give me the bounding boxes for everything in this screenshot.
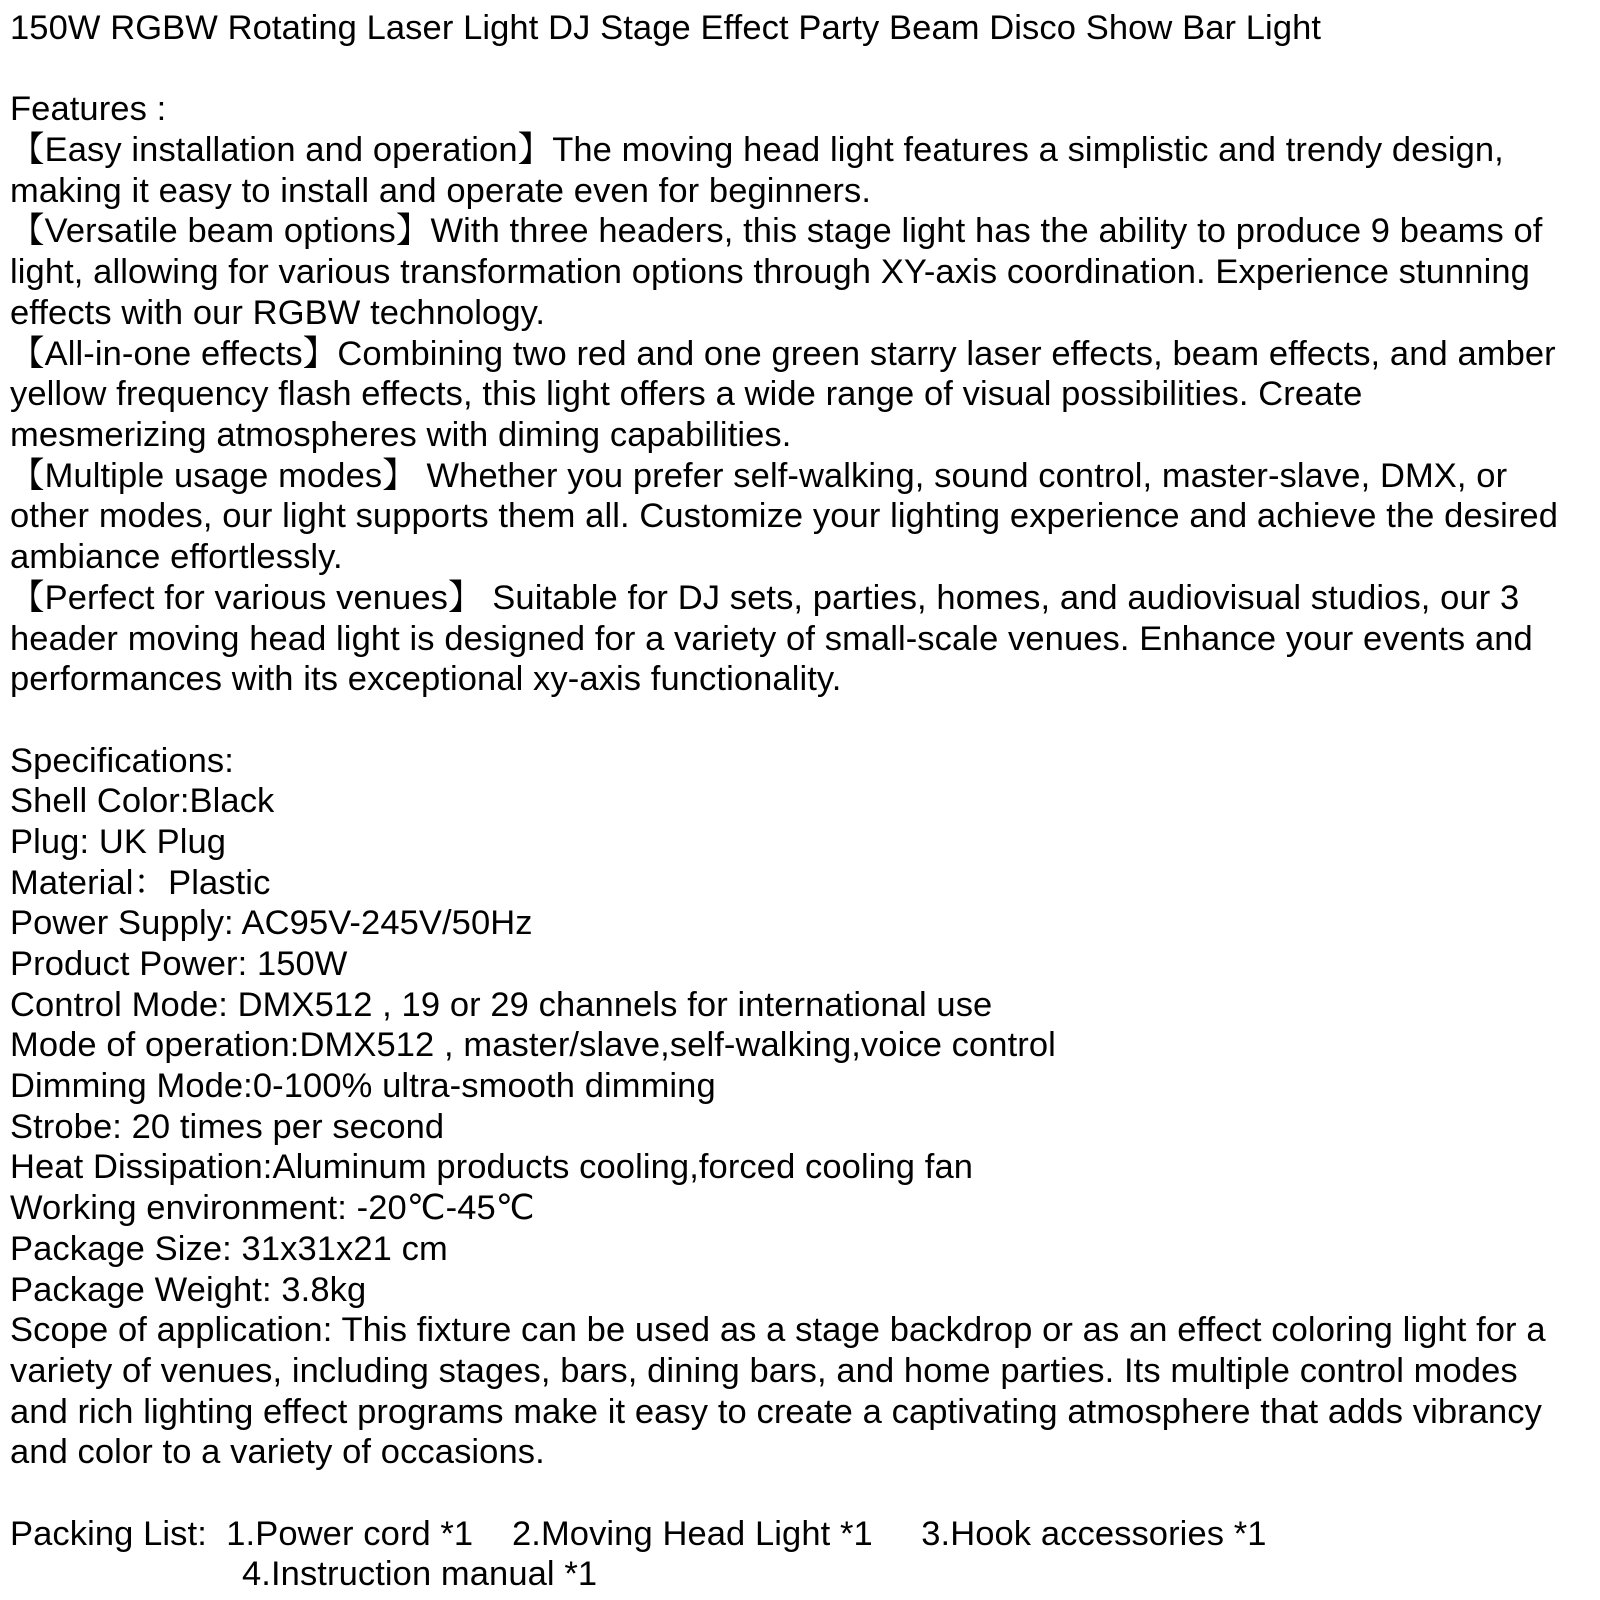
specifications-heading: Specifications: <box>10 741 234 780</box>
product-description-document <box>10 8 1590 1595</box>
bracket-close: 】 <box>448 577 483 618</box>
feature-title: Multiple usage modes <box>44 456 383 495</box>
bracket-close: 】 <box>382 455 417 496</box>
spec-product-power: Product Power: 150W <box>10 945 348 984</box>
feature-title: Perfect for various venues <box>44 578 448 617</box>
spec-package-weight: Package Weight: 3.8kg <box>10 1270 367 1309</box>
feature-text: The moving head light features a simplistic and trendy design, making it easy to install and operate even for beginners. <box>10 131 1504 210</box>
spec-material: Material：Plastic <box>10 863 271 902</box>
product-title: 150W RGBW Rotating Laser Light DJ Stage Effect Party Beam Disco Show Bar Light <box>10 9 1322 47</box>
spec-package-size: Package Size: 31x31x21 cm <box>10 1229 448 1268</box>
feature-item-venues <box>10 578 1560 700</box>
spec-heat-dissipation: Heat Dissipation:Aluminum products cooling,forced cooling fan <box>10 1148 974 1187</box>
bracket-close: 】 <box>395 211 431 252</box>
feature-text: With three headers, this stage light has the ability to produce 9 beams of light, allowing for various transformation options through XY-axis coordination. Experience stunning effects with our RGBW technology. <box>10 212 1543 332</box>
feature-item-easy-installation <box>10 130 1560 211</box>
feature-text: Suitable for DJ sets, parties, homes, and audiovisual studios, our 3 header moving head light is designed for a variety of small-scale venues. Enhance your events and performances with its exceptional xy-axis functionality. <box>10 578 1533 699</box>
spec-power-supply: Power Supply: AC95V-245V/50Hz <box>10 904 533 943</box>
bracket-open: 【 <box>10 211 45 252</box>
bracket-close: 】 <box>302 333 338 374</box>
spec-dimming-mode: Dimming Mode:0-100% ultra-smooth dimming <box>10 1067 716 1106</box>
bracket-close: 】 <box>517 130 553 171</box>
spacer <box>10 700 1590 741</box>
feature-item-usage-modes <box>10 456 1560 578</box>
spec-strobe: Strobe: 20 times per second <box>10 1107 445 1146</box>
bracket-open: 【 <box>10 577 45 618</box>
spec-plug: Plug: UK Plug <box>10 822 227 861</box>
spec-shell-color: Shell Color:Black <box>10 782 275 821</box>
feature-title: Versatile beam options <box>44 212 396 251</box>
spec-control-mode: Control Mode: DMX512 , 19 or 29 channels for international use <box>10 985 993 1024</box>
spacer <box>10 1473 1590 1514</box>
feature-item-versatile-beam <box>10 211 1560 333</box>
bracket-open: 【 <box>10 333 45 374</box>
packing-list-line-1: Packing List: 1.Power cord *1 2.Moving Head Light *1 3.Hook accessories *1 <box>10 1514 1267 1553</box>
packing-list-line-2: 4.Instruction manual *1 <box>242 1555 598 1594</box>
feature-title: Easy installation and operation <box>44 131 518 170</box>
feature-title: All-in-one effects <box>44 334 303 373</box>
spec-mode-of-operation: Mode of operation:DMX512 , master/slave,self-walking,voice control <box>10 1026 1056 1065</box>
feature-text: Whether you prefer self-walking, sound control, master-slave, DMX, or other modes, our light supports them all. Customize your lighting experience and achieve the desired ambiance effortlessly. <box>10 456 1559 577</box>
spec-scope-of-application: Scope of application: This fixture can be used as a stage backdrop or as an effect coloring light for a variety of venues, including stages, bars, dining bars, and home parties. Its multiple control modes and rich lighting effect programs make it easy to create a captivating atmosphere that adds vibrancy and color to a variety of occasions. <box>10 1311 1546 1472</box>
feature-text: Combining two red and one green starry laser effects, beam effects, and amber yellow frequency flash effects, this light offers a wide range of visual possibilities. Create mesmerizing atmospheres with diming capabilities. <box>10 334 1556 454</box>
spec-working-environment: Working environment: -20℃-45℃ <box>10 1189 535 1228</box>
features-heading: Features : <box>10 90 167 129</box>
bracket-open: 【 <box>10 130 45 171</box>
spacer <box>10 49 1590 90</box>
feature-item-all-in-one <box>10 334 1560 456</box>
bracket-open: 【 <box>10 455 45 496</box>
